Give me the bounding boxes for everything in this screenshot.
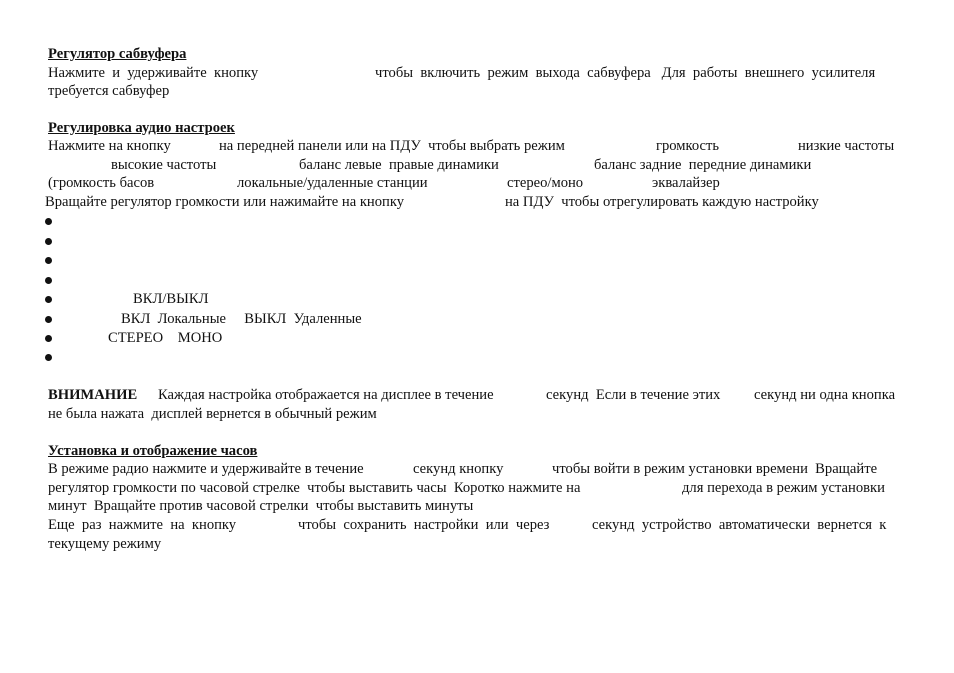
clock-row1-c: чтобы войти в режим установки времени Вращайте xyxy=(552,461,878,477)
audio-row1-d: низкие частоты xyxy=(798,138,895,154)
warning-text-1c: секунд ни одна кнопка xyxy=(754,387,896,403)
bullet-icon xyxy=(45,218,52,225)
audio-row2-b: баланс левые правые динамики xyxy=(299,157,499,173)
clock-heading: Установка и отображение часов xyxy=(48,443,258,459)
audio-row1-b: на передней панели или на ПДУ чтобы выбрать режим xyxy=(219,138,565,154)
bullet-icon xyxy=(45,354,52,361)
subwoofer-text-1a: Нажмите и удерживайте кнопку xyxy=(48,65,259,81)
audio-row3-c: стерео/моно xyxy=(507,175,584,191)
subwoofer-text-2: требуется сабвуфер xyxy=(48,83,170,99)
bullet-icon xyxy=(45,257,52,264)
warning-text-2: не была нажата дисплей вернется в обычный режим xyxy=(48,406,377,422)
clock-row1-b: секунд кнопку xyxy=(413,461,504,477)
audio-row4-a: Вращайте регулятор громкости или нажимайте на кнопку xyxy=(45,194,405,210)
clock-row2-a: регулятор громкости по часовой стрелке чтобы выставить часы Коротко нажмите на xyxy=(48,480,581,496)
bullet-icon xyxy=(45,296,52,303)
bullet-text-6: ВКЛ Локальные ВЫКЛ Удаленные xyxy=(121,311,362,327)
audio-heading: Регулировка аудио настроек xyxy=(48,120,235,136)
audio-row3-a: (громкость басов xyxy=(48,175,155,191)
warning-text-1b: секунд Если в течение этих xyxy=(546,387,721,403)
clock-row3: минут Вращайте против часовой стрелки чтобы выставить минуты xyxy=(48,498,474,514)
audio-row2-a: высокие частоты xyxy=(111,157,217,173)
bullet-text-5: ВКЛ/ВЫКЛ xyxy=(133,291,209,307)
clock-row5: текущему режиму xyxy=(48,536,162,552)
audio-row3-b: локальные/удаленные станции xyxy=(237,175,428,191)
audio-row2-c: баланс задние передние динамики xyxy=(594,157,812,173)
audio-row3-d: эквалайзер xyxy=(652,175,720,191)
clock-row4-b: чтобы сохранить настройки или через xyxy=(298,517,550,533)
bullet-icon xyxy=(45,238,52,245)
clock-row2-b: для перехода в режим установки xyxy=(682,480,885,496)
bullet-icon xyxy=(45,316,52,323)
bullet-icon xyxy=(45,335,52,342)
warning-label: ВНИМАНИЕ xyxy=(48,387,138,403)
audio-row1-a: Нажмите на кнопку xyxy=(48,138,171,154)
subwoofer-heading: Регулятор сабвуфера xyxy=(48,46,187,62)
clock-row1-a: В режиме радио нажмите и удерживайте в течение xyxy=(48,461,364,477)
bullet-icon xyxy=(45,277,52,284)
audio-row4-b: на ПДУ чтобы отрегулировать каждую настройку xyxy=(505,194,819,210)
clock-row4-a: Еще раз нажмите на кнопку xyxy=(48,517,237,533)
audio-row1-c: громкость xyxy=(656,138,720,154)
warning-text-1a: Каждая настройка отображается на дисплее в течение xyxy=(158,387,494,403)
subwoofer-text-1b: чтобы включить режим выхода сабвуфера Для работы внешнего усилителя xyxy=(375,65,876,81)
clock-row4-c: секунд устройство автоматически вернется к xyxy=(592,517,887,533)
bullet-text-7: СТЕРЕО МОНО xyxy=(108,330,223,346)
